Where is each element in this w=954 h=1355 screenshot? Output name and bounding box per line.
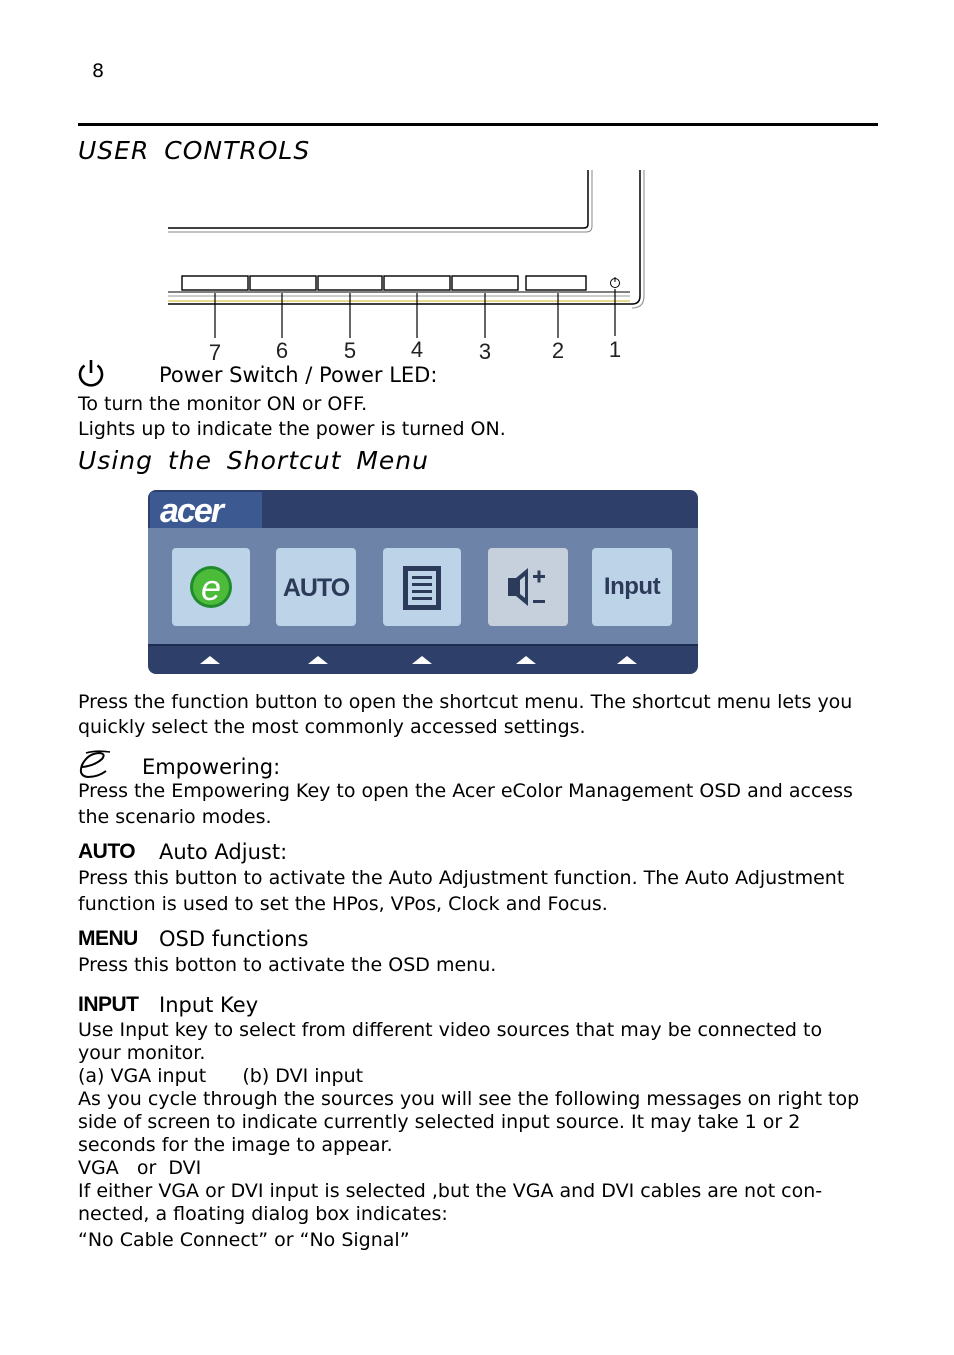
power-desc-1: To turn the monitor ON or OFF.	[78, 393, 368, 415]
bezel-button-2	[526, 276, 586, 290]
monitor-controls-diagram	[160, 168, 660, 368]
bezel-button-5	[318, 276, 382, 290]
input-desc-1: Use Input key to select from different video sources that may be connected to	[78, 1019, 823, 1041]
input-label: Input Key	[159, 993, 259, 1017]
input-desc-9: nected, a floating dialog box indicates:	[78, 1203, 448, 1225]
section-title-user-controls: USER CONTROLS	[78, 136, 311, 165]
input-icon: Input	[603, 573, 661, 600]
empowering-label: Empowering:	[142, 755, 281, 779]
button-number-4: 4	[410, 337, 424, 362]
power-icon	[76, 358, 106, 388]
auto-icon: AUTO	[282, 574, 350, 602]
input-desc-5: side of screen to indicate currently selected input source. It may take 1 or 2	[78, 1111, 801, 1133]
button-number-1: 1	[608, 337, 622, 362]
menu-desc-1: Press this botton to activate the OSD menu.	[78, 954, 497, 976]
osd-tile-empowering	[172, 548, 250, 626]
input-desc-7: VGA or DVI	[78, 1157, 202, 1179]
bezel-power-led	[611, 277, 620, 288]
section-title-shortcut-menu: Using the Shortcut Menu	[78, 446, 429, 475]
input-desc-10: “No Cable Connect” or “No Signal”	[78, 1229, 410, 1251]
auto-label: Auto Adjust:	[159, 840, 288, 864]
osd-tile-input	[592, 548, 672, 626]
empowering-desc-2: the scenario modes.	[78, 806, 272, 828]
input-desc-8: If either VGA or DVI input is selected ,but the VGA and DVI cables are not con-	[78, 1180, 823, 1202]
acer-brand-text: acer	[160, 492, 222, 530]
shortcut-intro-1: Press the function button to open the shortcut menu. The shortcut menu lets you	[78, 691, 853, 713]
shortcut-menu-osd	[148, 490, 698, 674]
button-number-2: 2	[551, 338, 565, 363]
osd-tile-volume	[488, 548, 568, 626]
bezel-button-6	[250, 276, 316, 290]
header-rule	[78, 123, 878, 126]
empowering-e-icon: e	[200, 567, 222, 608]
acer-logo	[150, 492, 262, 530]
input-key-label: INPUT	[78, 993, 139, 1016]
button-number-5: 5	[343, 338, 357, 363]
auto-desc-1: Press this button to activate the Auto Adjustment function. The Auto Adjustment	[78, 867, 845, 889]
shortcut-intro-2: quickly select the most commonly accessed settings.	[78, 716, 586, 738]
button-number-3: 3	[478, 339, 492, 364]
bezel-buttons	[182, 276, 586, 290]
input-desc-6: seconds for the image to appear.	[78, 1134, 393, 1156]
bezel-button-4	[384, 276, 450, 290]
input-desc-3: (a) VGA input (b) DVI input	[78, 1065, 364, 1087]
empowering-e-icon	[76, 750, 114, 780]
page-number: 8	[92, 60, 105, 82]
power-label: Power Switch / Power LED:	[159, 363, 438, 387]
input-desc-2: your monitor.	[78, 1042, 206, 1064]
auto-key-label: AUTO	[78, 840, 136, 863]
menu-key-label: MENU	[78, 927, 138, 950]
input-desc-4: As you cycle through the sources you will see the following messages on right top	[78, 1088, 860, 1110]
bezel-button-7	[182, 276, 248, 290]
osd-tile-menu	[383, 548, 461, 626]
button-number-6: 6	[275, 338, 289, 363]
auto-desc-2: function is used to set the HPos, VPos, Clock and Focus.	[78, 893, 608, 915]
menu-list-icon	[403, 566, 441, 610]
menu-label: OSD functions	[159, 927, 309, 951]
empowering-desc-1: Press the Empowering Key to open the Acer eColor Management OSD and access	[78, 780, 853, 802]
osd-tile-auto	[276, 548, 356, 626]
bezel-button-3	[452, 276, 518, 290]
button-number-7: 7	[208, 340, 222, 365]
power-desc-2: Lights up to indicate the power is turned ON.	[78, 418, 506, 440]
